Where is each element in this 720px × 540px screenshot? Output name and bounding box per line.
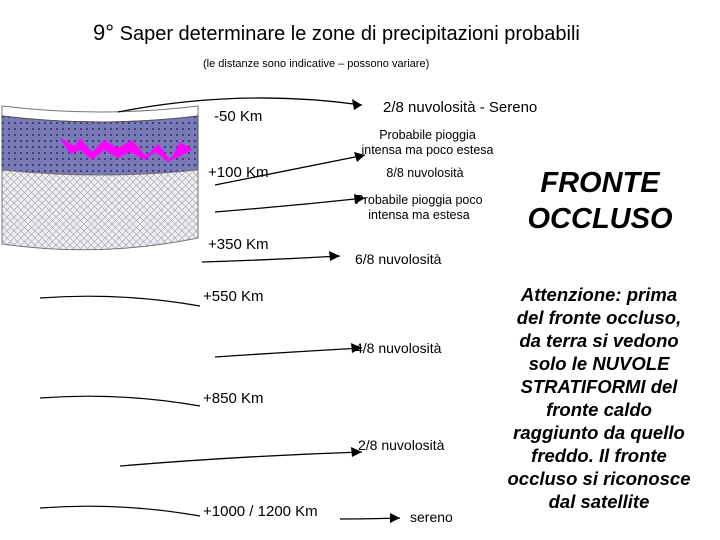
title-number: 9° bbox=[93, 20, 115, 45]
distance-label: +1000 / 1200 Km bbox=[203, 503, 318, 520]
condition-line: intensa ma poco estesa bbox=[361, 143, 494, 157]
arrow-3 bbox=[215, 198, 365, 212]
distance-label: +350 Km bbox=[208, 236, 269, 253]
arrowhead-4 bbox=[329, 251, 340, 261]
note-line: dal satellite bbox=[548, 491, 650, 512]
distance-label: +100 Km bbox=[208, 164, 269, 181]
front-title bbox=[520, 165, 680, 237]
stratus-mass bbox=[2, 170, 198, 250]
front-title-line: FRONTE bbox=[540, 167, 660, 199]
condition-label: 8/8 nuvolosità bbox=[386, 166, 464, 180]
distance-label: -50 Km bbox=[214, 108, 263, 125]
condition-line: Probabile pioggia bbox=[379, 128, 476, 142]
note-line: fronte caldo bbox=[546, 399, 652, 420]
condition-label: 2/8 nuvolosità bbox=[358, 437, 445, 453]
sky-curve-3 bbox=[40, 506, 200, 516]
note-line: raggiunto da quello bbox=[513, 422, 685, 443]
title-text: Saper determinare le zone di precipitazioni probabili bbox=[119, 23, 580, 45]
note-line: Attenzione: prima bbox=[520, 284, 678, 305]
condition-label: 4/8 nuvolosità bbox=[355, 340, 442, 356]
condition-label: 6/8 nuvolosità bbox=[355, 251, 442, 267]
condition-line: Probabile pioggia poco bbox=[355, 193, 483, 207]
arrow-4 bbox=[202, 256, 340, 262]
page-subtitle: (le distanze sono indicative – possono variare) bbox=[203, 58, 430, 70]
distance-label: +850 Km bbox=[203, 390, 264, 407]
sky-curve-1 bbox=[40, 296, 200, 306]
arrow-5 bbox=[215, 348, 362, 357]
page-title bbox=[93, 20, 580, 46]
note-line: STRATIFORMI del bbox=[520, 376, 678, 397]
condition-label: sereno bbox=[410, 509, 453, 525]
condition-line: intensa ma estesa bbox=[368, 208, 470, 222]
condition-label bbox=[344, 193, 494, 223]
arrowhead-1 bbox=[352, 99, 362, 110]
condition-label: 2/8 nuvolosità - Sereno bbox=[383, 99, 538, 116]
note-text bbox=[484, 283, 714, 513]
note-line: solo le NUVOLE bbox=[528, 353, 670, 374]
condition-label bbox=[350, 128, 505, 158]
note-line: freddo. Il fronte bbox=[531, 445, 667, 466]
arrow-6 bbox=[120, 452, 362, 466]
note-line: occluso si riconosce bbox=[507, 468, 691, 489]
front-title-line: OCCLUSO bbox=[527, 203, 673, 235]
note-line: da terra si vedono bbox=[519, 330, 679, 351]
distance-label: +550 Km bbox=[203, 288, 264, 305]
sky-curve-2 bbox=[40, 396, 200, 406]
note-line: del fronte occluso, bbox=[516, 307, 682, 328]
arrowhead-7 bbox=[390, 513, 400, 523]
